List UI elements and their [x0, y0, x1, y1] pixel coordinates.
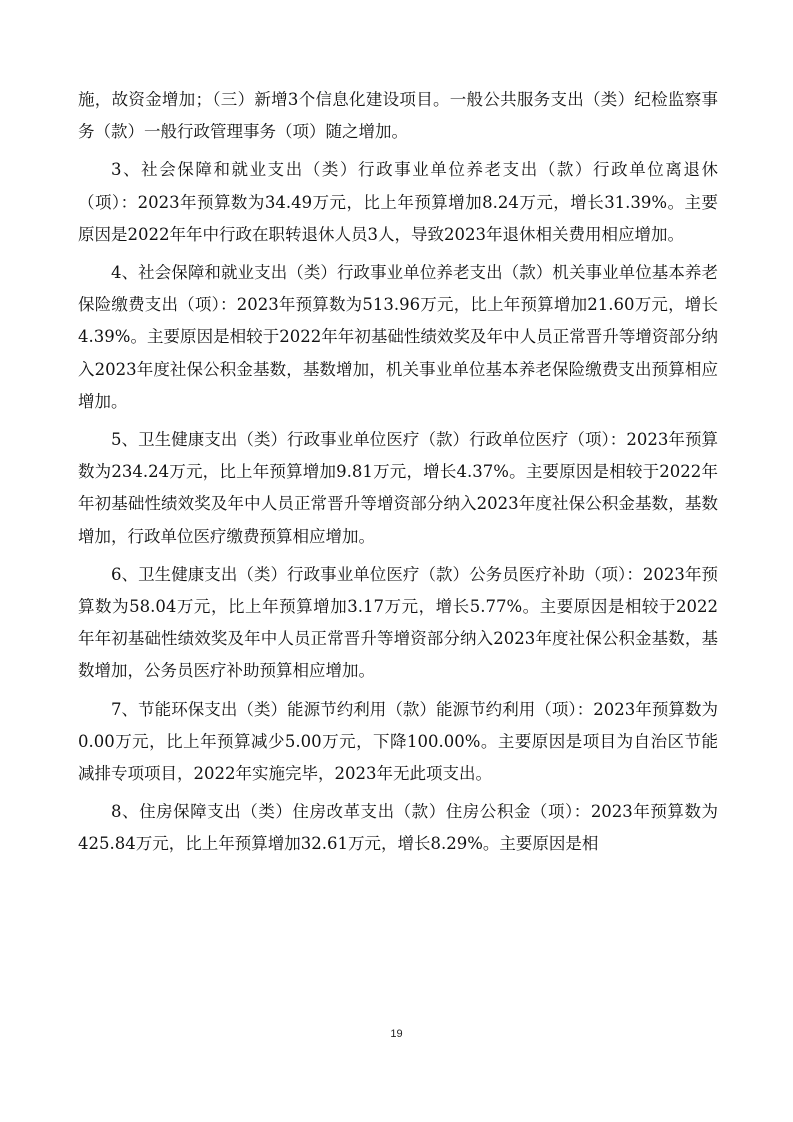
- document-body: [78, 84, 718, 867]
- paragraph-item-7: 7、节能环保支出（类）能源节约利用（款）能源节约利用（项）：2023年预算数为0.00万元，比上年预算减少5.00万元，下降100.00%。主要原因是项目为自治区节能减排专项项目，2022年实施完毕，2023年无此项支出。: [78, 699, 718, 784]
- paragraph-item-8: 8、住房保障支出（类）住房改革支出（款）住房公积金（项）：2023年预算数为425.84万元，比上年预算增加32.61万元，增长8.29%。主要原因是相: [78, 802, 718, 854]
- paragraph-item-6: 6、卫生健康支出（类）行政事业单位医疗（款）公务员医疗补助（项）：2023年预算数为58.04万元，比上年预算增加3.17万元，增长5.77%。主要原因是相较于2022年年初基础性绩效奖及年中人员正常晋升等增资部分纳入2023年度社保公积金基数，基数增加，公务员医疗补助预算相应增加。: [78, 564, 718, 681]
- paragraph-item-4: 4、社会保障和就业支出（类）行政事业单位养老支出（款）机关事业单位基本养老保险缴费支出（项）：2023年预算数为513.96万元，比上年预算增加21.60万元，增长4.39%。主要原因是相较于2022年年初基础性绩效奖及年中人员正常晋升等增资部分纳入2023年度社保公积金基数，基数增加，机关事业单位基本养老保险缴费支出预算相应增加。: [78, 263, 718, 411]
- paragraph-continuation: 施，故资金增加；（三）新增3个信息化建设项目。一般公共服务支出（类）纪检监察事务（款）一般行政管理事务（项）随之增加。: [78, 90, 718, 142]
- paragraph-item-5: 5、卫生健康支出（类）行政事业单位医疗（款）行政单位医疗（项）：2023年预算数为234.24万元，比上年预算增加9.81万元，增长4.37%。主要原因是相较于2022年年初基础性绩效奖及年中人员正常晋升等增资部分纳入2023年度社保公积金基数，基数增加，行政单位医疗缴费预算相应增加。: [78, 430, 718, 546]
- paragraph-item-3: 3、社会保障和就业支出（类）行政事业单位养老支出（款）行政单位离退休（项）：2023年预算数为34.49万元，比上年预算增加8.24万元，增长31.39%。主要原因是2022年年中行政在职转退休人员3人，导致2023年退休相关费用相应增加。: [78, 160, 718, 244]
- page-number: 19: [390, 1028, 403, 1040]
